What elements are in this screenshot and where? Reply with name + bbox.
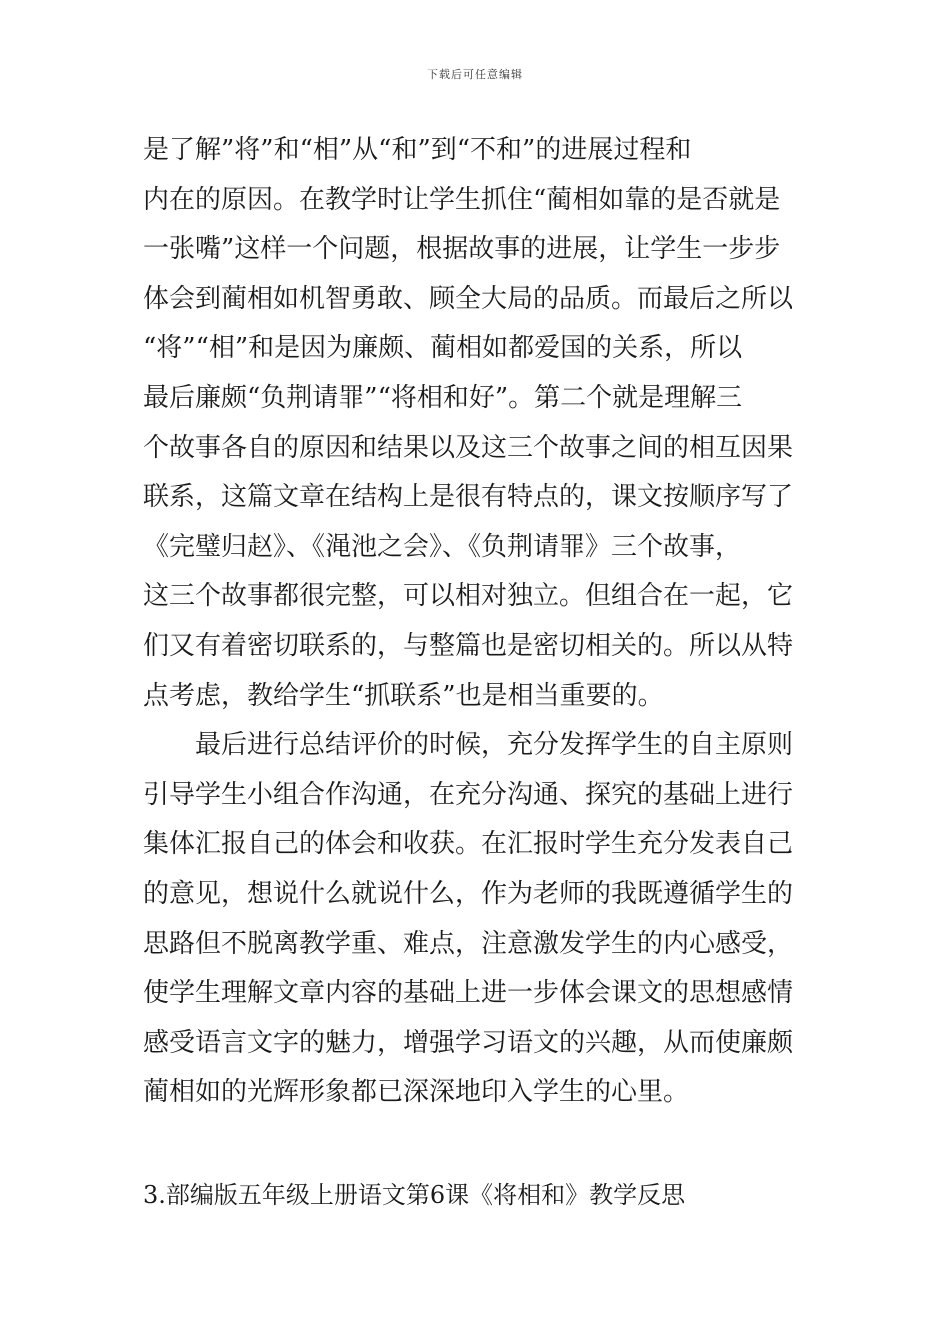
text-line: 最后进行总结评价的时候，充分发挥学生的自主原则 (143, 730, 794, 761)
text-line: 内在的原因。在教学时让学生抓住“蔺相如靠的是否就是 (143, 184, 781, 215)
text-line: 使学生理解文章内容的基础上进一步体会课文的思想感情 (143, 978, 794, 1009)
text-line: 这三个故事都很完整，可以相对独立。但组合在一起，它 (143, 581, 794, 612)
text-line: 体会到蔺相如机智勇敢、顾全大局的品质。而最后之所以 (143, 283, 794, 314)
text-line: 最后廉颇“负荆请罪”“将相和好”。第二个就是理解三 (143, 382, 743, 413)
text-line: 引导学生小组合作沟通，在充分沟通、探究的基础上进行 (143, 779, 794, 810)
text-line: 感受语言文字的魅力，增强学习语文的兴趣，从而使廉颇 (143, 1027, 794, 1058)
text-line: 个故事各自的原因和结果以及这三个故事之间的相互因果 (143, 432, 794, 463)
text-line: “将”“相”和是因为廉颇、蔺相如都爱国的关系，所以 (143, 333, 743, 364)
paragraph-1 (143, 126, 808, 721)
text-line: 一张嘴”这样一个问题，根据故事的进展，让学生一步步 (143, 234, 781, 265)
document-body (143, 126, 808, 1118)
section-heading: 3.部编版五年级上册语文第6课《将相和》教学反思 (143, 1181, 686, 1209)
text-line: 们又有着密切联系的，与整篇也是密切相关的。所以从特 (143, 630, 794, 661)
text-line: 点考虑，教给学生“抓联系”也是相当重要的。 (143, 680, 664, 711)
paragraph-2 (143, 721, 808, 1118)
text-line: 的意见，想说什么就说什么，作为老师的我既遵循学生的 (143, 878, 794, 909)
text-line: 思路但不脱离教学重、难点，注意激发学生的内心感受， (143, 928, 794, 959)
text-line: 集体汇报自己的体会和收获。在汇报时学生充分发表自己 (143, 829, 794, 860)
text-line: 是了解”将”和“相”从“和”到“不和”的进展过程和 (143, 135, 692, 165)
text-line: 蔺相如的光辉形象都已深深地印入学生的心里。 (143, 1077, 690, 1108)
page-header-note: 下载后可任意编辑 (427, 68, 523, 81)
text-line: 联系，这篇文章在结构上是很有特点的，课文按顺序写了 (143, 482, 794, 513)
text-line: 《完璧归赵》、《渑池之会》、《负荆请罪》三个故事， (143, 531, 742, 562)
